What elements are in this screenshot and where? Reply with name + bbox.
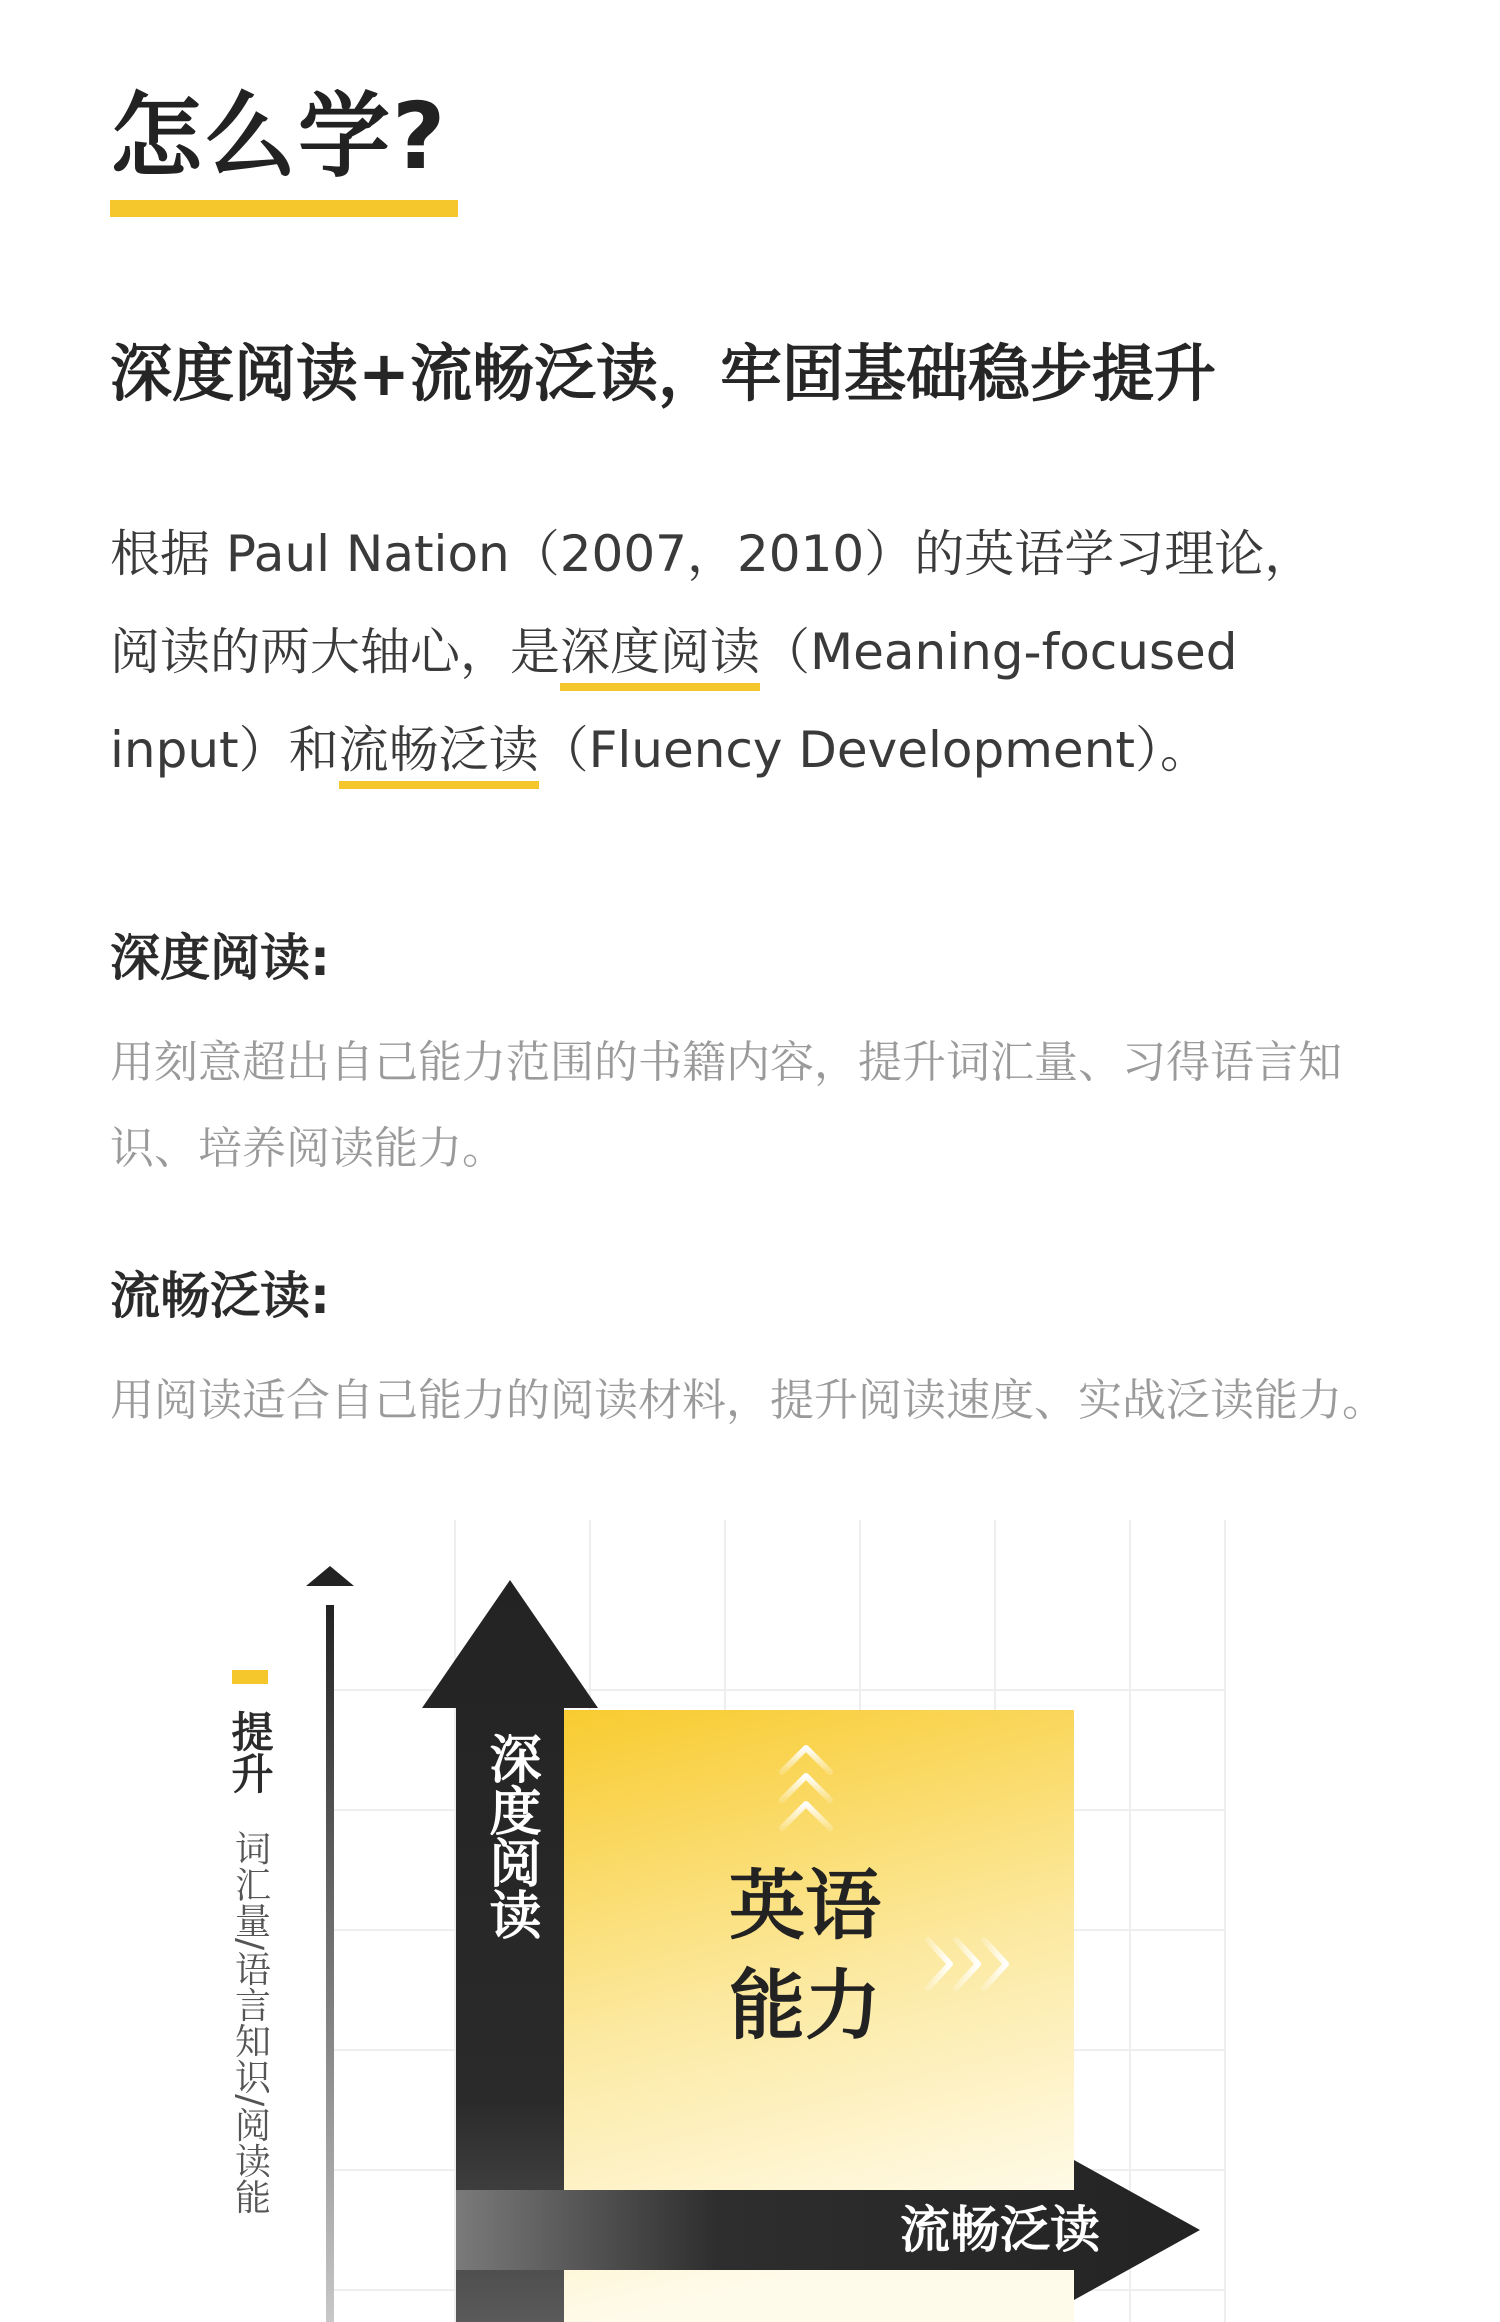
deep-reading-arrow-label: 深度阅读 (480, 1732, 540, 1940)
page-subtitle: 深度阅读+流畅泛读，牢固基础稳步提升 (110, 337, 1216, 410)
intro-line-1: 根据 Paul Nation（2007，2010）的英语学习理论， (110, 525, 1315, 583)
fluency-reading-line-1: 用阅读适合自己能力的阅读材料，提升阅读速度、实战泛读能力。 (110, 1375, 1386, 1426)
deep-reading-line-1: 用刻意超出自己能力范围的书籍内容，提升词汇量、习得语言知 (110, 1037, 1342, 1088)
highlight-fluency-reading: 流畅泛读 (339, 721, 539, 789)
y-axis-arrowhead-icon (306, 1566, 354, 1586)
intro-line-2 (110, 603, 1350, 701)
title-underline (110, 200, 458, 217)
intro-paragraph (110, 505, 1350, 799)
intro-line-2-end: （Meaning-focused (760, 623, 1238, 681)
intro-line-3-end: （Fluency Development）。 (538, 721, 1210, 779)
center-label-line-2: 能力 (729, 1961, 881, 2050)
intro-line-2-start: 阅读的两大轴心，是 (110, 623, 560, 681)
side-label-bold: 提升 (225, 1710, 275, 1794)
page-title: 怎么学? (110, 83, 448, 190)
fluency-reading-description (110, 1358, 1390, 1444)
fluency-reading-heading: 流畅泛读: (110, 1267, 330, 1325)
intro-line-3-start: input）和 (110, 721, 339, 779)
deep-reading-heading: 深度阅读: (110, 929, 330, 987)
intro-line-3 (110, 701, 1350, 799)
deep-reading-line-2: 识、培养阅读能力。 (110, 1123, 506, 1174)
center-label-line-1: 英语 (729, 1861, 881, 1950)
highlight-deep-reading: 深度阅读 (560, 623, 760, 691)
deep-reading-description (110, 1020, 1390, 1192)
side-label-text: 词汇量/语言知识/阅读能 (229, 1830, 271, 2215)
side-label-marker (232, 1670, 268, 1684)
y-axis (306, 1566, 354, 2322)
fluency-reading-arrow-label: 流畅泛读 (900, 2201, 1100, 2259)
reading-axes-diagram (0, 1500, 1500, 2322)
